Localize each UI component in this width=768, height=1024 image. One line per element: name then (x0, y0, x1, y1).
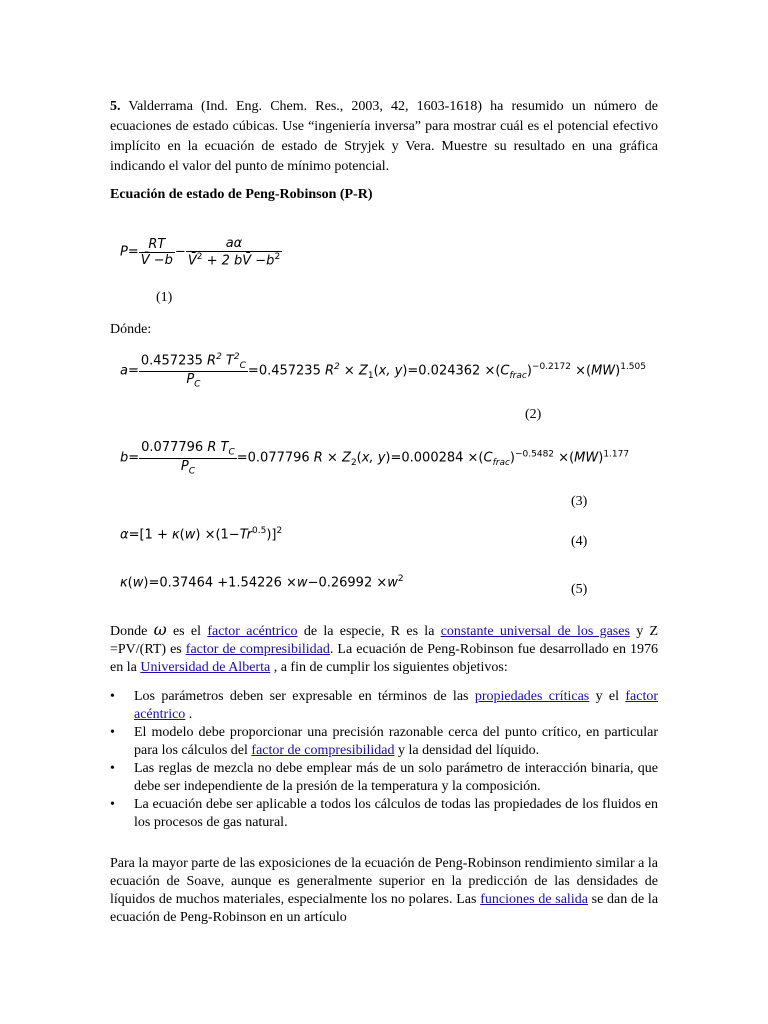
bullet-1-text-c: . (188, 707, 193, 722)
problem-paragraph (110, 97, 658, 177)
link-universidad-alberta[interactable]: Universidad de Alberta (140, 660, 271, 675)
body-paragraph (110, 621, 658, 677)
equation-4-number: (4) (571, 534, 588, 549)
link-funciones-salida[interactable]: funciones de salida (480, 892, 588, 907)
section-heading: Ecuación de estado de Peng-Robinson (P-R) (110, 187, 373, 202)
equation-3: b= $\frac{0.077796 R T_C}{P_C}$ =0.077796 $R \times Z_2(x$, $y)=0.000284 \times(C_{frac})^{-0.5482} \times(MW)^{1.177}$ (120, 440, 630, 477)
body-text-4: y Z =PV/(RT) es (110, 624, 659, 657)
link-factor-acentrico-2[interactable]: factor acéntrico (134, 689, 659, 722)
body-text-3: de la especie, R es la (303, 624, 435, 639)
list-item (110, 724, 658, 760)
problem-number: 5. (110, 99, 121, 114)
link-propiedades-criticas[interactable]: propiedades críticas (474, 689, 590, 704)
last-paragraph (110, 855, 658, 927)
equation-1-number: (1) (156, 290, 173, 305)
link-factor-acentrico[interactable]: factor acéntrico (207, 624, 298, 639)
bullet-1-text-b: y el (595, 689, 620, 704)
equation-5: $\kappa(w)=0.37464 +1.54226 \times w-0.26992 \times w^2$ (120, 574, 404, 591)
link-factor-compresibilidad[interactable]: factor de compresibilidad (185, 642, 330, 657)
equation-4: $\alpha=[1 + \kappa(w) \times(1-Tr^{0.5})]^2$ (120, 526, 283, 543)
bullet-2-text: El modelo debe proporcionar una precisión razonable cerca del punto crítico, en particular para los cálculos del (134, 725, 658, 758)
problem-text: Valderrama (Ind. Eng. Chem. Res., 2003, 42, 1603-1618) ha resumido un número de ecuaciones de estado cúbicas. Use “ingeniería inversa” para mostrar cuál es el potencial efectivo implícito en la ecuación de estado de Stryjek y Vera. Muestre su resultado en una gráfica indicando el valor del punto de mínimo potencial. (110, 99, 658, 174)
bullet-1-text: Los parámetros deben ser expresable en términos de las (134, 689, 469, 704)
donde-label: Dónde: (110, 322, 152, 337)
equation-2: a= $\frac{0.457235 R^2 T^2_C}{P_C}$ =0.457235 $R^2 \times Z_1(x$, $y)=0.024362 \times(C_{frac})^{-0.2172} \times(MW)^{1.505}$ (120, 352, 646, 390)
body-text-2: es el (172, 624, 202, 639)
body-text-1: Donde (110, 624, 148, 639)
list-item (110, 688, 658, 724)
body-text-5: . La ecuación de Peng-Robinson fue desarrollado en 1976 en la (110, 642, 658, 675)
bullet-2-text-b: y la densidad del líquido. (397, 743, 540, 758)
equation-1: P= $\frac{RT}{V̄ -b}$ − $\frac{a\alpha}{V̄^2 + 2 bV̄ -b^2}$ (120, 236, 281, 269)
last-text-b: se dan de la ecuación de Peng-Robinson en un artículo (110, 892, 659, 925)
link-factor-compresibilidad-2[interactable]: factor de compresibilidad (251, 743, 395, 758)
objectives-list (110, 688, 658, 832)
equation-2-number: (2) (525, 407, 542, 422)
body-text-6: , a fin de cumplir los siguientes objetivos: (273, 660, 508, 675)
link-constante-universal[interactable]: constante universal de los gases (440, 624, 630, 639)
list-item: • La ecuación debe ser aplicable a todos los cálculos de todas las propiedades de los fluidos en los procesos de gas natural. (110, 796, 658, 832)
list-item: • Las reglas de mezcla no debe emplear más de un solo parámetro de interacción binaria, que debe ser independiente de la presión de la temperatura y la composición. (110, 760, 658, 796)
omega-symbol: ω (153, 620, 167, 639)
last-text-a: Para la mayor parte de las exposiciones de la ecuación de Peng-Robinson rendimiento similar a la ecuación de Soave, aunque es generalmente superior en la predicción de las densidades de líquidos de muchos materiales, especialmente los no polares. Las (110, 856, 658, 907)
equation-3-number: (3) (571, 494, 588, 509)
equation-5-number: (5) (571, 582, 588, 597)
